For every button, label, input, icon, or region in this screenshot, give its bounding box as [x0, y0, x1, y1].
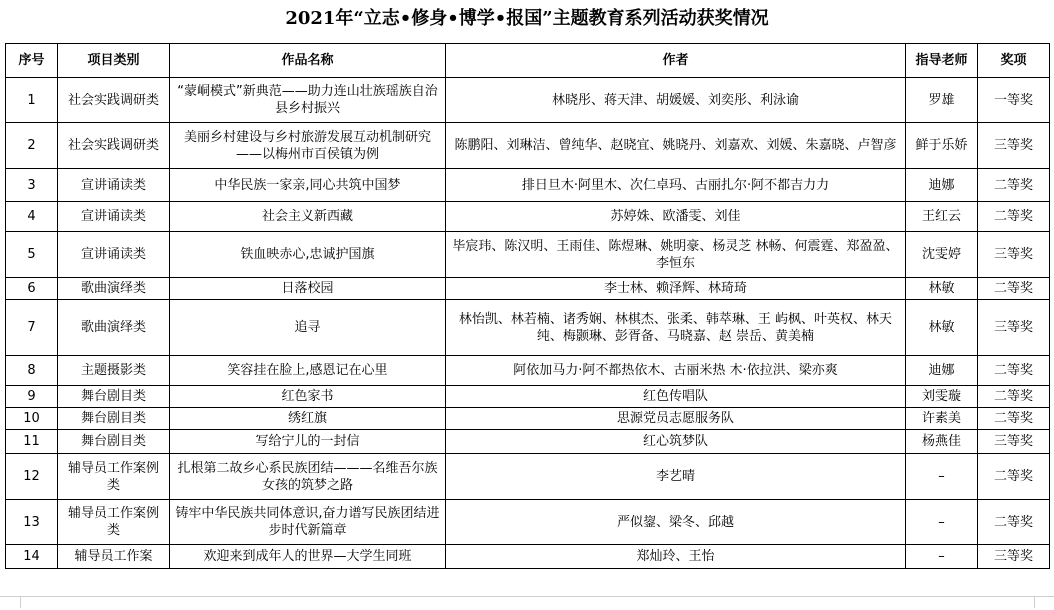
table-row — [6, 78, 1050, 123]
cell-award: 二等奖 — [978, 408, 1050, 430]
header-award: 奖项 — [978, 44, 1050, 78]
table-row — [6, 278, 1050, 300]
cell-work: 日落校园 — [170, 278, 446, 300]
cell-authors: 红色传唱队 — [446, 386, 906, 408]
cell-no: 10 — [6, 408, 58, 430]
cell-no: 4 — [6, 202, 58, 232]
cell-no: 3 — [6, 169, 58, 202]
cell-category: 歌曲演绎类 — [58, 300, 170, 356]
cell-work: 追寻 — [170, 300, 446, 356]
table-row — [6, 202, 1050, 232]
cell-category: 主题摄影类 — [58, 356, 170, 386]
cell-no: 12 — [6, 454, 58, 500]
table-row — [6, 430, 1050, 454]
cell-work: 美丽乡村建设与乡村旅游发展互动机制研究——以梅州市百侯镇为例 — [170, 123, 446, 169]
table-row — [6, 232, 1050, 278]
table-row — [6, 386, 1050, 408]
cell-advisor: 罗雄 — [906, 78, 978, 123]
cell-no: 5 — [6, 232, 58, 278]
cell-award: 三等奖 — [978, 545, 1050, 569]
cell-award: 二等奖 — [978, 500, 1050, 545]
cell-authors: 郑灿玲、王怡 — [446, 545, 906, 569]
table-row — [6, 169, 1050, 202]
cell-no: 11 — [6, 430, 58, 454]
cell-category: 舞台剧目类 — [58, 430, 170, 454]
cell-category: 宣讲诵读类 — [58, 169, 170, 202]
cell-category: 舞台剧目类 — [58, 408, 170, 430]
cell-category: 社会实践调研类 — [58, 123, 170, 169]
cell-award: 三等奖 — [978, 430, 1050, 454]
cell-award: 二等奖 — [978, 454, 1050, 500]
cell-work: 写给宁儿的一封信 — [170, 430, 446, 454]
cell-authors: 阿依加马力·阿不都热依木、古丽米热 木·依拉洪、梁亦爽 — [446, 356, 906, 386]
cell-authors: 李艺晴 — [446, 454, 906, 500]
cell-advisor: 鲜于乐娇 — [906, 123, 978, 169]
header-no: 序号 — [6, 44, 58, 78]
cell-no: 13 — [6, 500, 58, 545]
awards-table — [5, 43, 1050, 569]
cell-advisor: 迪娜 — [906, 356, 978, 386]
cell-work: 绣红旗 — [170, 408, 446, 430]
page-corner-mark-left — [20, 596, 21, 608]
cell-category: 辅导员工作案 — [58, 545, 170, 569]
cell-work: 扎根第二故乡心系民族团结———名维吾尔族女孩的筑梦之路 — [170, 454, 446, 500]
cell-advisor: 许素美 — [906, 408, 978, 430]
cell-authors: 李士林、赖泽辉、林琦琦 — [446, 278, 906, 300]
cell-no: 1 — [6, 78, 58, 123]
cell-award: 三等奖 — [978, 300, 1050, 356]
cell-category: 辅导员工作案例类 — [58, 454, 170, 500]
document-title: 2021年“立志•修身•博学•报国”主题教育系列活动获奖情况 — [285, 8, 769, 29]
cell-work: 铁血映赤心,忠诚护国旗 — [170, 232, 446, 278]
cell-award: 二等奖 — [978, 169, 1050, 202]
cell-authors: 林怡凯、林若楠、诸秀娴、林棋杰、张柔、韩萃琳、王 屿枫、叶英权、林天纯、梅颢琳、彭胥备、马晓嘉、赵 崇岳、黄美楠 — [446, 300, 906, 356]
cell-no: 14 — [6, 545, 58, 569]
cell-category: 宣讲诵读类 — [58, 202, 170, 232]
cell-no: 9 — [6, 386, 58, 408]
header-authors: 作者 — [446, 44, 906, 78]
table-row — [6, 454, 1050, 500]
cell-advisor: 王红云 — [906, 202, 978, 232]
table-row — [6, 300, 1050, 356]
cell-award: 二等奖 — [978, 356, 1050, 386]
cell-authors: 苏婷姝、欧潘雯、刘佳 — [446, 202, 906, 232]
cell-authors: 毕宸玮、陈汉明、王雨佳、陈煜琳、姚明豪、杨灵芝 林畅、何震霆、郑盈盈、李恒东 — [446, 232, 906, 278]
header-category: 项目类别 — [58, 44, 170, 78]
cell-authors: 严似鋆、梁冬、邱越 — [446, 500, 906, 545]
cell-no: 7 — [6, 300, 58, 356]
table-row — [6, 123, 1050, 169]
header-advisor: 指导老师 — [906, 44, 978, 78]
cell-work: “蒙峒模式”新典范——助力连山壮族瑶族自治县乡村振兴 — [170, 78, 446, 123]
cell-category: 社会实践调研类 — [58, 78, 170, 123]
cell-advisor: – — [906, 500, 978, 545]
cell-award: 二等奖 — [978, 202, 1050, 232]
cell-advisor: 刘雯璇 — [906, 386, 978, 408]
cell-advisor: 杨燕佳 — [906, 430, 978, 454]
cell-award: 三等奖 — [978, 232, 1050, 278]
cell-advisor: – — [906, 454, 978, 500]
page-break-line — [0, 596, 1054, 597]
cell-award: 一等奖 — [978, 78, 1050, 123]
cell-advisor: 林敏 — [906, 300, 978, 356]
cell-no: 2 — [6, 123, 58, 169]
cell-advisor: – — [906, 545, 978, 569]
cell-category: 舞台剧目类 — [58, 386, 170, 408]
cell-authors: 陈鹏阳、刘琳洁、曾纯华、赵晓宜、姚晓丹、刘嘉欢、刘媛、朱嘉晓、卢智彦 — [446, 123, 906, 169]
table-row — [6, 356, 1050, 386]
cell-award: 二等奖 — [978, 386, 1050, 408]
cell-award: 三等奖 — [978, 123, 1050, 169]
cell-no: 8 — [6, 356, 58, 386]
header-row — [6, 44, 1050, 78]
cell-work: 铸牢中华民族共同体意识,奋力谱写民族团结进步时代新篇章 — [170, 500, 446, 545]
cell-authors: 思源党员志愿服务队 — [446, 408, 906, 430]
cell-category: 辅导员工作案例类 — [58, 500, 170, 545]
table-row — [6, 408, 1050, 430]
table-row — [6, 545, 1050, 569]
cell-work: 红色家书 — [170, 386, 446, 408]
cell-advisor: 林敏 — [906, 278, 978, 300]
cell-work: 社会主义新西藏 — [170, 202, 446, 232]
cell-award: 二等奖 — [978, 278, 1050, 300]
table-row — [6, 500, 1050, 545]
cell-authors: 红心筑梦队 — [446, 430, 906, 454]
cell-authors: 排日旦木·阿里木、次仁卓玛、古丽扎尔·阿不都吉力力 — [446, 169, 906, 202]
page-corner-mark-right — [1034, 596, 1035, 608]
cell-category: 宣讲诵读类 — [58, 232, 170, 278]
cell-category: 歌曲演绎类 — [58, 278, 170, 300]
cell-work: 欢迎来到成年人的世界—大学生同班 — [170, 545, 446, 569]
cell-work: 中华民族一家亲,同心共筑中国梦 — [170, 169, 446, 202]
cell-no: 6 — [6, 278, 58, 300]
cell-advisor: 迪娜 — [906, 169, 978, 202]
cell-work: 笑容挂在脸上,感恩记在心里 — [170, 356, 446, 386]
cell-advisor: 沈雯婷 — [906, 232, 978, 278]
header-work: 作品名称 — [170, 44, 446, 78]
cell-authors: 林晓彤、蒋天津、胡媛媛、刘奕彤、利泳谕 — [446, 78, 906, 123]
